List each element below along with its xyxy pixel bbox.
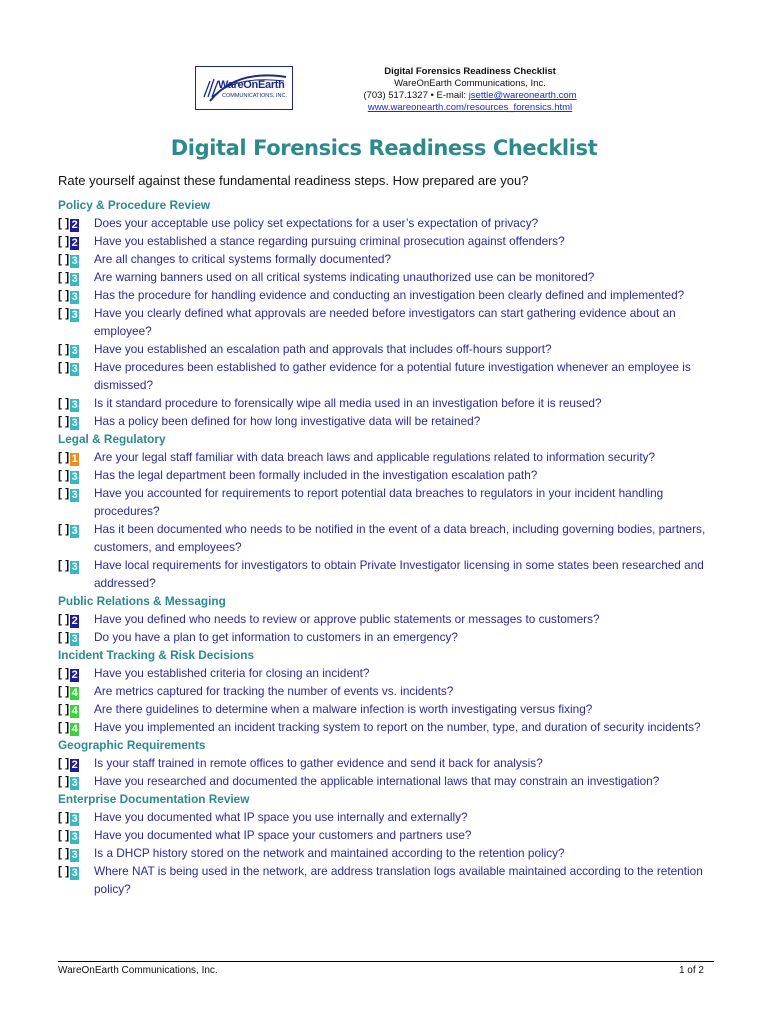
checkbox[interactable]: [ ] [58, 270, 70, 284]
question-text: Have you established a stance regarding pursuing criminal prosecution against offenders? [94, 234, 565, 248]
checklist-item [58, 232, 718, 250]
checkbox[interactable]: [ ] [58, 234, 70, 248]
checkbox[interactable]: [ ] [58, 396, 70, 410]
checkbox-with-rating [58, 808, 94, 826]
question-text: Are all changes to critical systems formally documented? [94, 252, 392, 266]
checklist-item [58, 754, 718, 772]
header-company: WareOnEarth Communications, Inc. [394, 78, 546, 89]
question-text: Have procedures been established to gather evidence for a potential future investigation whenever an employee is dismissed? [94, 360, 691, 392]
question-text: Where NAT is being used in the network, are address translation logs available maintained according to the retention policy? [94, 864, 703, 896]
question-text: Are your legal staff familiar with data breach laws and applicable regulations related to information security? [94, 450, 656, 464]
checklist-item [58, 448, 718, 466]
checklist-item [58, 268, 718, 286]
checkbox[interactable]: [ ] [58, 630, 70, 644]
rating-badge: 3 [71, 345, 78, 357]
footer-company: WareOnEarth Communications, Inc. [58, 965, 218, 976]
checkbox[interactable]: [ ] [58, 306, 70, 320]
rating-badge: 2 [71, 615, 78, 627]
checkbox-with-rating [58, 484, 94, 502]
checklist-item [58, 700, 718, 718]
rating-badge: 3 [71, 399, 78, 411]
question-text: Are there guidelines to determine when a malware infection is worth investigating versus fixing? [94, 702, 593, 716]
question-text: Do you have a plan to get information to customers in an emergency? [94, 630, 458, 644]
rating-badge: 1 [71, 453, 78, 465]
checkbox-with-rating [58, 664, 94, 682]
section-heading: Incident Tracking & Risk Decisions [58, 648, 255, 662]
page-number: 1 of 2 [678, 965, 704, 976]
question-text: Have you accounted for requirements to report potential data breaches to regulators in your incident handling procedures? [94, 486, 664, 518]
rating-badge: 3 [71, 849, 78, 861]
rating-badge: 2 [71, 219, 78, 231]
checkbox[interactable]: [ ] [58, 252, 70, 266]
rating-badge: 3 [71, 417, 78, 429]
checkbox-with-rating [58, 250, 94, 268]
checkbox-with-rating [58, 772, 94, 790]
checkbox-with-rating [58, 520, 94, 538]
rating-badge: 3 [71, 489, 78, 501]
question-text: Is a DHCP history stored on the network and maintained according to the retention policy? [94, 846, 565, 860]
question-text: Has it been documented who needs to be notified in the event of a data breach, including governing bodies, partners, customers, and employees? [94, 522, 706, 554]
question-text: Have you documented what IP space you use internally and externally? [94, 810, 468, 824]
page-title: Digital Forensics Readiness Checklist [170, 136, 598, 160]
rating-badge: 4 [71, 687, 78, 699]
checklist-item [58, 484, 718, 520]
checklist-item [58, 826, 718, 844]
checkbox-with-rating [58, 754, 94, 772]
checkbox-with-rating [58, 610, 94, 628]
checkbox[interactable]: [ ] [58, 360, 70, 374]
header-phone: (703) 517.1327 • E-mail: [363, 90, 467, 101]
checklist-item [58, 358, 718, 394]
company-logo [195, 66, 293, 110]
checklist-item [58, 412, 718, 430]
logo-text: WareOnEarth [218, 79, 285, 91]
section-heading: Public Relations & Messaging [58, 594, 226, 608]
rating-badge: 3 [71, 867, 78, 879]
question-text: Have you documented what IP space your customers and partners use? [94, 828, 472, 842]
rating-badge: 3 [71, 255, 78, 267]
checkbox[interactable]: [ ] [58, 522, 70, 536]
rating-badge: 3 [71, 471, 78, 483]
rating-badge: 3 [71, 309, 78, 321]
checkbox-with-rating [58, 682, 94, 700]
section-heading: Policy & Procedure Review [58, 198, 211, 212]
question-text: Have you researched and documented the applicable international laws that may constrain an investigation? [94, 774, 660, 788]
checkbox[interactable]: [ ] [58, 486, 70, 500]
question-text: Does your acceptable use policy set expectations for a user’s expectation of privacy? [94, 216, 539, 230]
checkbox[interactable]: [ ] [58, 774, 70, 788]
checkbox[interactable]: [ ] [58, 216, 70, 230]
question-text: Is it standard procedure to forensically wipe all media used in an investigation before it is reused? [94, 396, 602, 410]
email-link[interactable]: jsettle@wareonearth.com [468, 90, 577, 101]
checklist-item [58, 556, 718, 592]
checklist-item [58, 520, 718, 556]
rating-badge: 3 [71, 561, 78, 573]
checkbox[interactable]: [ ] [58, 666, 70, 680]
footer-divider [58, 961, 714, 962]
checklist-item [58, 340, 718, 358]
question-text: Have you established criteria for closing an incident? [94, 666, 370, 680]
checkbox[interactable]: [ ] [58, 864, 70, 878]
checkbox[interactable]: [ ] [58, 288, 70, 302]
rating-badge: 2 [71, 669, 78, 681]
intro-text: Rate yourself against these fundamental readiness steps. How prepared are you? [58, 173, 529, 188]
section-heading: Enterprise Documentation Review [58, 792, 250, 806]
header-doc-title: Digital Forensics Readiness Checklist [384, 66, 556, 77]
rating-badge: 3 [71, 831, 78, 843]
website-link[interactable]: www.wareonearth.com/resources_forensics.html [367, 102, 573, 113]
question-text: Has a policy been defined for how long investigative data will be retained? [94, 414, 481, 428]
checklist-item [58, 628, 718, 646]
checkbox[interactable]: [ ] [58, 702, 70, 716]
logo-subtext: COMMUNICATIONS, INC. [222, 93, 287, 99]
question-text: Have you clearly defined what approvals are needed before investigators can start gathering evidence about an employee? [94, 306, 676, 338]
question-text: Have you established an escalation path and approvals that includes off-hours support? [94, 342, 552, 356]
checkbox-with-rating [58, 556, 94, 574]
checkbox-with-rating [58, 862, 94, 880]
rating-badge: 3 [71, 777, 78, 789]
checkbox-with-rating [58, 466, 94, 484]
checklist [58, 196, 718, 898]
checkbox[interactable]: [ ] [58, 414, 70, 428]
section-heading: Geographic Requirements [58, 738, 206, 752]
checkbox[interactable]: [ ] [58, 450, 70, 464]
rating-badge: 3 [71, 633, 78, 645]
checkbox-with-rating [58, 628, 94, 646]
checkbox-with-rating [58, 214, 94, 232]
checkbox-with-rating [58, 232, 94, 250]
checklist-item [58, 394, 718, 412]
checkbox-with-rating [58, 844, 94, 862]
question-text: Are metrics captured for tracking the number of events vs. incidents? [94, 684, 454, 698]
checklist-item [58, 664, 718, 682]
rating-badge: 3 [71, 273, 78, 285]
checkbox[interactable]: [ ] [58, 342, 70, 356]
checklist-item [58, 466, 718, 484]
checkbox-with-rating [58, 718, 94, 736]
question-text: Has the procedure for handling evidence and conducting an investigation been clearly defined and implemented? [94, 288, 685, 302]
checkbox-with-rating [58, 286, 94, 304]
rating-badge: 4 [71, 723, 78, 735]
checkbox-with-rating [58, 340, 94, 358]
checkbox[interactable]: [ ] [58, 720, 70, 734]
question-text: Has the legal department been formally included in the investigation escalation path? [94, 468, 538, 482]
checklist-item [58, 250, 718, 268]
checklist-item [58, 718, 718, 736]
checklist-item [58, 808, 718, 826]
checkbox-with-rating [58, 826, 94, 844]
checklist-item [58, 862, 718, 898]
checkbox[interactable]: [ ] [58, 684, 70, 698]
rating-badge: 2 [71, 759, 78, 771]
checkbox[interactable]: [ ] [58, 756, 70, 770]
checkbox[interactable]: [ ] [58, 558, 70, 572]
checkbox-with-rating [58, 412, 94, 430]
question-text: Are warning banners used on all critical systems indicating unauthorized use can be monitored? [94, 270, 595, 284]
header-info [295, 66, 645, 114]
checkbox[interactable]: [ ] [58, 612, 70, 626]
checkbox[interactable]: [ ] [58, 468, 70, 482]
rating-badge: 3 [71, 813, 78, 825]
question-text: Have you implemented an incident tracking system to report on the number, type, and duration of security incidents? [94, 720, 701, 734]
section-heading: Legal & Regulatory [58, 432, 166, 446]
checkbox[interactable]: [ ] [58, 846, 70, 860]
question-text: Is your staff trained in remote offices to gather evidence and send it back for analysis? [94, 756, 543, 770]
checklist-item [58, 682, 718, 700]
checkbox-with-rating [58, 304, 94, 322]
checkbox[interactable]: [ ] [58, 828, 70, 842]
header-contact [295, 90, 645, 102]
question-text: Have local requirements for investigators to obtain Private Investigator licensing in some states been researched and addressed? [94, 558, 704, 590]
checklist-item [58, 844, 718, 862]
checkbox[interactable]: [ ] [58, 810, 70, 824]
rating-badge: 3 [71, 291, 78, 303]
document-header [195, 66, 645, 118]
checkbox-with-rating [58, 358, 94, 376]
checklist-item [58, 610, 718, 628]
question-text: Have you defined who needs to review or approve public statements or messages to customers? [94, 612, 600, 626]
checklist-item [58, 286, 718, 304]
rating-badge: 4 [71, 705, 78, 717]
checkbox-with-rating [58, 268, 94, 286]
checkbox-with-rating [58, 394, 94, 412]
rating-badge: 2 [71, 237, 78, 249]
rating-badge: 3 [71, 363, 78, 375]
checkbox-with-rating [58, 448, 94, 466]
checklist-item [58, 214, 718, 232]
rating-badge: 3 [71, 525, 78, 537]
checklist-item [58, 772, 718, 790]
checklist-item [58, 304, 718, 340]
checkbox-with-rating [58, 700, 94, 718]
